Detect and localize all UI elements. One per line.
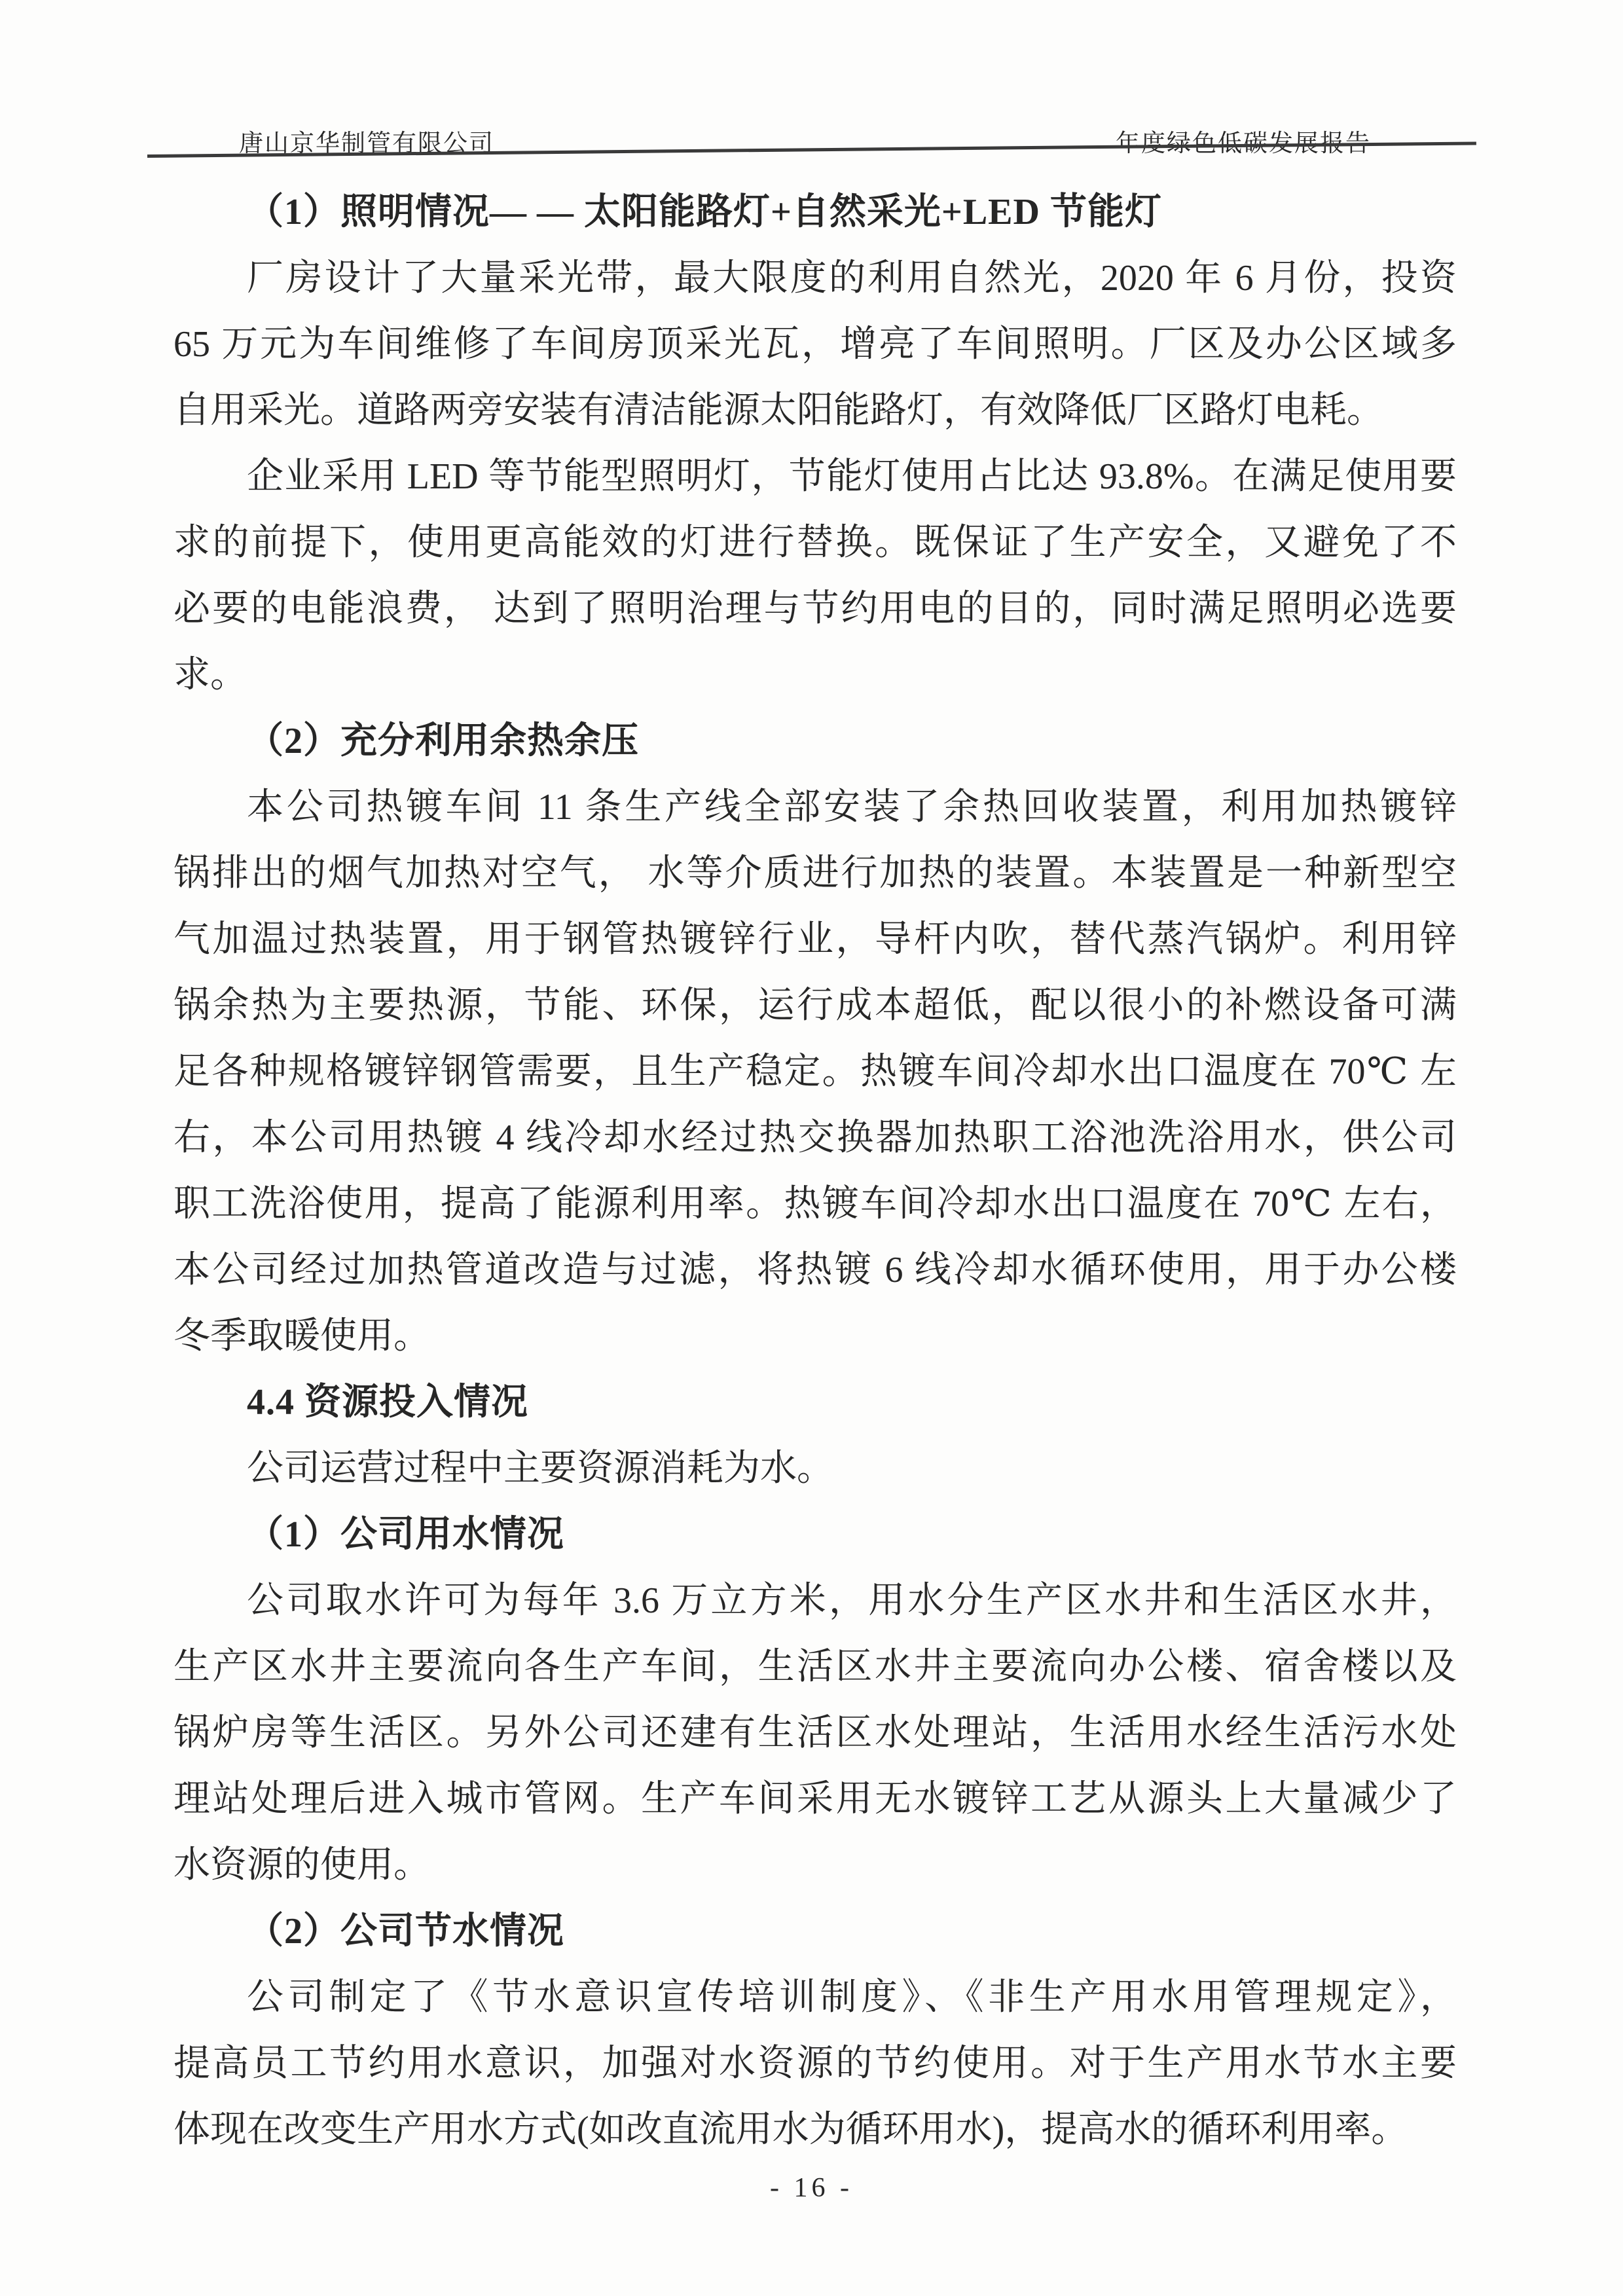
section-heading [173, 708, 1457, 774]
paragraph [173, 1965, 1457, 2163]
text-line: （1）照明情况— — 太阳能路灯+自然采光+LED 节能灯 [247, 192, 1162, 232]
section-heading [173, 1899, 1457, 1965]
text-line: 65 万元为车间维修了车间房顶采光瓦，增亮了车间照明。厂区及办公区域多 [173, 324, 1457, 365]
text-line: 自用采光。道路两旁安装有清洁能源太阳能路灯，有效降低厂区路灯电耗。 [173, 390, 1383, 431]
paragraph [173, 246, 1457, 444]
text-line: 右，本公司用热镀 4 线冷却水经过热交换器加热职工浴池洗浴用水，供公司 [173, 1118, 1457, 1158]
text-line: 冬季取暖使用。 [173, 1316, 430, 1357]
page-number: - 16 - [770, 2173, 853, 2203]
text-line: （2）公司节水情况 [247, 1911, 564, 1952]
text-line: 企业采用 LED 等节能型照明灯，节能灯使用占比达 93.8%。在满足使用要 [247, 456, 1457, 497]
text-line: 公司运营过程中主要资源消耗为水。 [247, 1448, 833, 1489]
section-heading [173, 1370, 1457, 1436]
paragraph [173, 444, 1457, 708]
text-line: （1）公司用水情况 [247, 1514, 564, 1555]
text-line: 求。 [173, 655, 247, 695]
text-line: 公司制定了《节水意识宣传培训制度》、《非生产用水用管理规定》， [247, 1977, 1457, 2018]
section-heading [173, 179, 1457, 246]
text-line: 体现在改变生产用水方式(如改直流用水为循环用水)，提高水的循环利用率。 [173, 2109, 1408, 2150]
text-line: 必要的电能浪费， 达到了照明治理与节约用电的目的，同时满足照明必选要 [173, 589, 1457, 629]
text-line: 本公司经过加热管道改造与过滤，将热镀 6 线冷却水循环使用，用于办公楼 [173, 1250, 1457, 1290]
text-line: 本公司热镀车间 11 条生产线全部安装了余热回收装置，利用加热镀锌 [247, 787, 1457, 828]
text-line: 足各种规格镀锌钢管需要，且生产稳定。热镀车间冷却水出口温度在 70℃ 左 [173, 1051, 1457, 1092]
text-line: 公司取水许可为每年 3.6 万立方米，用水分生产区水井和生活区水井， [247, 1580, 1457, 1621]
text-line: 水资源的使用。 [173, 1845, 430, 1886]
text-line: 锅余热为主要热源，节能、环保，运行成本超低，配以很小的补燃设备可满 [173, 985, 1457, 1026]
paragraph [173, 1568, 1457, 1899]
section-heading [173, 1502, 1457, 1568]
header-company-name: 唐山京华制管有限公司 [239, 130, 494, 156]
header-report-title: 年度绿色低碳发展报告 [1116, 130, 1371, 156]
text-line: 职工洗浴使用，提高了能源利用率。热镀车间冷却水出口温度在 70℃ 左右， [173, 1184, 1457, 1224]
text-line: 4.4 资源投入情况 [247, 1382, 528, 1423]
paragraph [173, 774, 1457, 1370]
text-line: 厂房设计了大量采光带，最大限度的利用自然光，2020 年 6 月份，投资 [247, 258, 1457, 299]
text-line: 提高员工节约用水意识，加强对水资源的节约使用。对于生产用水节水主要 [173, 2043, 1457, 2084]
text-line: 锅炉房等生活区。另外公司还建有生活区水处理站，生活用水经生活污水处 [173, 1713, 1457, 1753]
text-line: 求的前提下，使用更高能效的灯进行替换。既保证了生产安全，又避免了不 [173, 522, 1457, 563]
paragraph [173, 1436, 1457, 1502]
document-body [173, 179, 1457, 2163]
text-line: 锅排出的烟气加热对空气， 水等介质进行加热的装置。本装置是一种新型空 [173, 853, 1457, 894]
text-line: 气加温过热装置，用于钢管热镀锌行业，导杆内吹，替代蒸汽锅炉。利用锌 [173, 919, 1457, 960]
text-line: 理站处理后进入城市管网。生产车间采用无水镀锌工艺从源头上大量减少了 [173, 1779, 1457, 1819]
text-line: 生产区水井主要流向各生产车间，生活区水井主要流向办公楼、宿舍楼以及 [173, 1647, 1457, 1687]
text-line: （2）充分利用余热余压 [247, 721, 639, 761]
